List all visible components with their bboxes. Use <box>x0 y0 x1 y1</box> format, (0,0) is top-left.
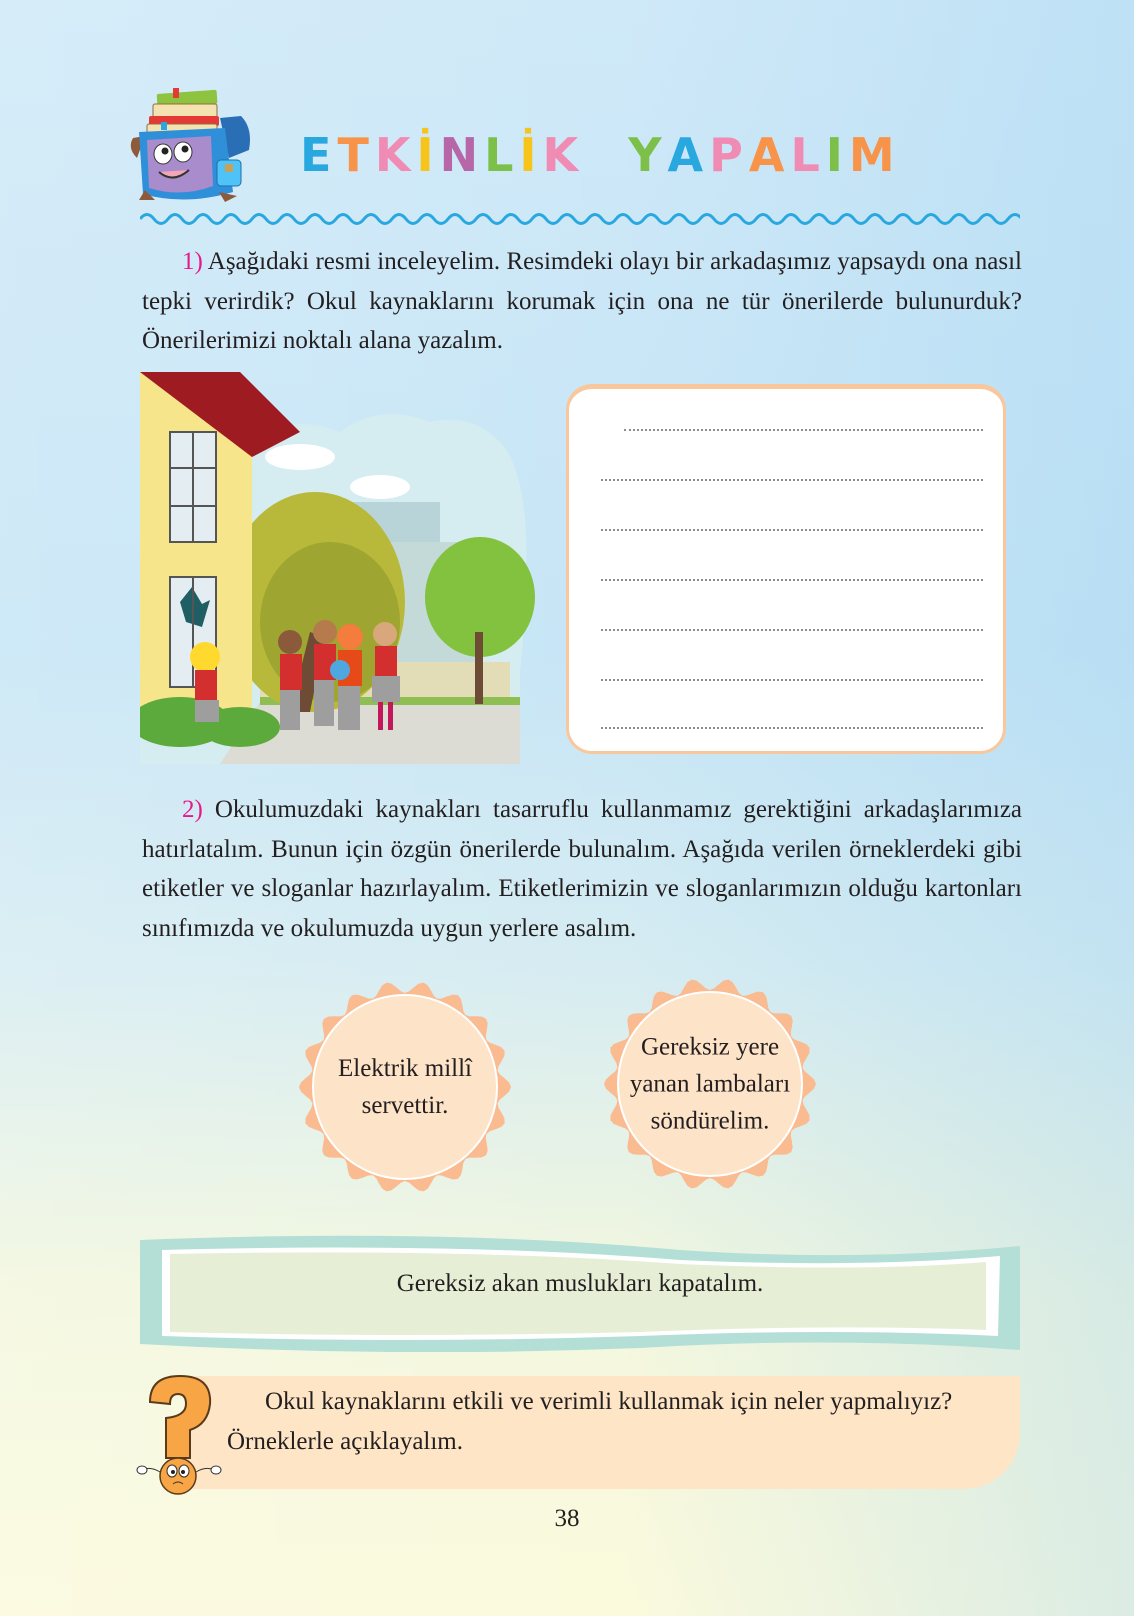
title-letter: P <box>709 128 749 182</box>
activity-2-text: Okulumuzdaki kaynakları tasarruflu kullanmamız gerektiğini arkadaşlarımıza hatırlatalım. Bunun için özgün önerilerde bulunalım. Aşağıda verilen örneklerdeki gibi etiketler ve sloganlar hazırlayalım. Etiketlerimizin ve sloganlarımızın olduğu kartonları sınıfımızda ve okulumuzda uygun yerlere asalım. <box>142 796 1023 942</box>
question-line-2: Örneklerle açıklayalım. <box>227 1428 463 1455</box>
answer-line[interactable] <box>601 727 983 729</box>
title-letter <box>584 128 628 182</box>
question-box <box>185 1376 1020 1489</box>
title-letter: I <box>825 128 849 182</box>
question-line-1: Okul kaynaklarını etkili ve verimli kullanmak için neler yapmalıyız? <box>265 1388 953 1415</box>
answer-line[interactable] <box>601 629 983 631</box>
title-letter: K <box>542 128 585 182</box>
badge-2-line-2: yanan lambaları <box>629 1070 791 1098</box>
page-title <box>300 128 901 182</box>
badge-2-line-3: söndürelim. <box>650 1107 770 1135</box>
badge-2-line-1: Gereksiz yere <box>640 1033 780 1061</box>
slogan-badge-electricity <box>298 980 512 1194</box>
answer-line[interactable] <box>624 429 983 431</box>
badge-1-line-1: Elektrik millî <box>337 1055 472 1082</box>
title-letter: L <box>484 128 520 182</box>
title-letter: E <box>300 128 338 182</box>
activity-1-text: Aşağıdaki resmi inceleyelim. Resimdeki olayı bir arkadaşımız yapsaydı ona nasıl tepki verirdik? Okul kaynaklarını korumak için ona ne tür önerilerde bulunurduk? Önerilerimizi noktalı alana yazalım. <box>142 248 1022 354</box>
title-letter: A <box>667 128 710 182</box>
answer-line[interactable] <box>601 529 983 531</box>
school-scene-illustration <box>140 372 540 764</box>
slogan-banner-faucets <box>140 1232 1020 1352</box>
title-letter: N <box>439 128 485 182</box>
title-letter: L <box>790 128 826 182</box>
badge-1-line-2: servettir. <box>361 1092 449 1119</box>
title-letter: M <box>848 128 901 182</box>
answer-line[interactable] <box>601 479 983 481</box>
answer-writing-box[interactable] <box>566 384 1006 754</box>
answer-line[interactable] <box>601 579 983 581</box>
title-letter: A <box>748 128 791 182</box>
title-letter: Y <box>628 128 668 182</box>
activity-2-number: 2) <box>182 796 203 823</box>
backpack-mascot-icon <box>125 88 260 208</box>
wave-divider <box>140 210 1020 228</box>
activity-1-number: 1) <box>182 248 203 275</box>
activity-1-instructions <box>142 242 1022 361</box>
banner-text: Gereksiz akan muslukları kapatalım. <box>396 1270 764 1297</box>
answer-line[interactable] <box>601 679 983 681</box>
title-letter: İ <box>519 128 543 182</box>
title-letter: İ <box>416 128 440 182</box>
page-number: 38 <box>554 1505 580 1532</box>
slogan-badge-lamps <box>603 977 817 1191</box>
question-mark-character-icon <box>136 1372 226 1497</box>
title-letter: K <box>374 128 417 182</box>
activity-2-instructions <box>142 790 1022 948</box>
title-letter: T <box>337 128 375 182</box>
